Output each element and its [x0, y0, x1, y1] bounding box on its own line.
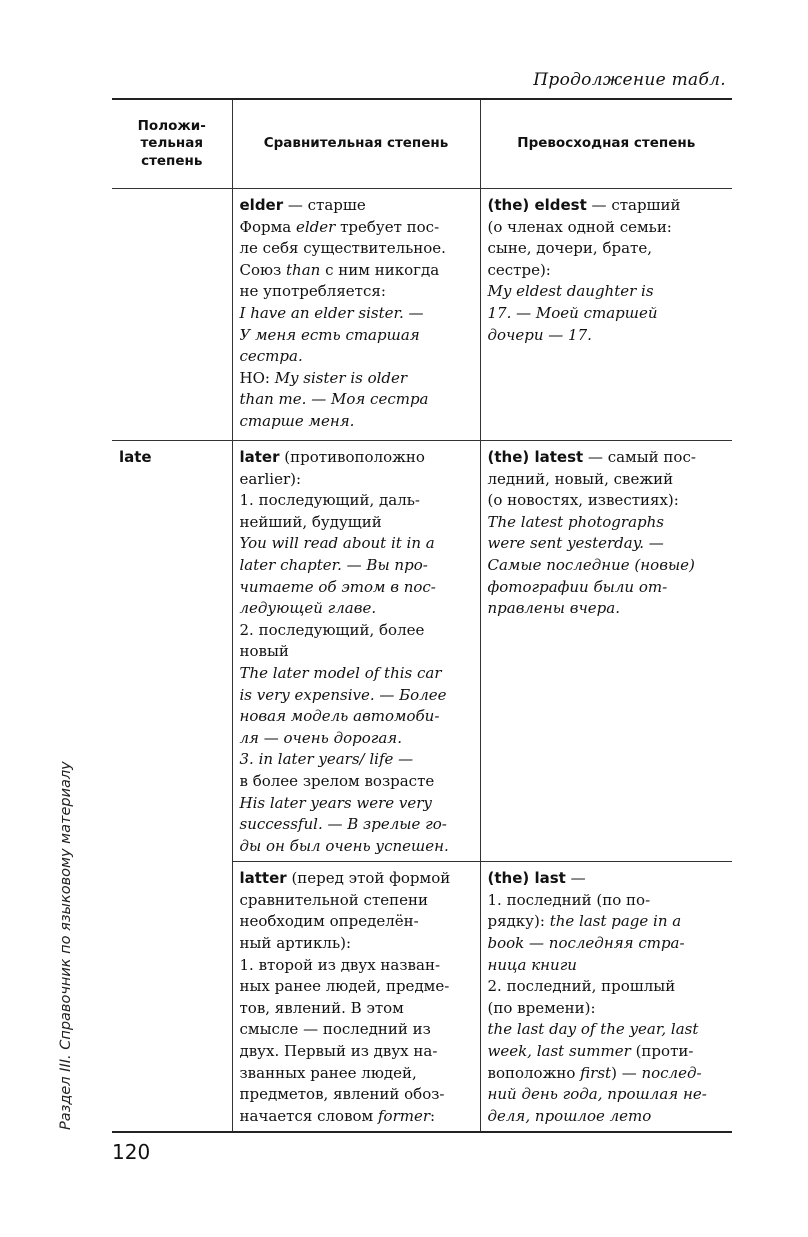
text-segment: новая модель автомоби- — [239, 707, 440, 726]
header-comparative-label: Сравнительная степень — [263, 135, 449, 152]
table-row — [112, 441, 732, 862]
text-segment: (проти- — [630, 1042, 694, 1061]
cell-text-line — [488, 469, 727, 491]
text-segment: нейший, будущий — [239, 512, 382, 531]
text-segment: ледующей главе. — [239, 599, 377, 618]
cell-text-line — [488, 1084, 727, 1106]
text-segment: с ним никогда — [320, 260, 440, 279]
text-segment: — старший — [586, 196, 681, 214]
text-segment: новый — [239, 642, 289, 661]
text-segment: successful. — В зрелые го- — [239, 815, 447, 834]
header-positive-line: степень — [141, 152, 203, 169]
table-header-row — [112, 99, 732, 189]
positive-cell: late — [112, 441, 232, 862]
cell-text-line — [240, 260, 474, 282]
header-positive-degree — [112, 99, 232, 189]
cell-text-line — [488, 260, 727, 282]
cell-text-line — [240, 368, 474, 390]
header-positive-line: Положи- — [137, 117, 206, 134]
text-segment: earlier): — [239, 469, 302, 488]
superlative-cell — [480, 441, 732, 862]
headword: later — [239, 448, 280, 466]
cell-text-line — [240, 411, 474, 433]
cell-text-line — [240, 195, 474, 217]
section-side-caption: Раздел III. Справочник по языковому материалу — [58, 761, 74, 1130]
cell-text-line — [488, 533, 727, 555]
cell-text-line — [240, 1084, 474, 1106]
text-segment: ды он был очень успешен. — [239, 836, 449, 855]
cell-text-line — [240, 620, 474, 642]
text-segment: 3. in later years/ life — — [239, 750, 414, 769]
cell-text-line — [240, 890, 474, 912]
text-segment: не употребляется: — [239, 282, 386, 301]
text-segment: elder — [295, 217, 336, 236]
text-segment: в более зрелом возрасте — [239, 771, 435, 790]
cell-text-line — [240, 598, 474, 620]
text-segment: Форма — [239, 217, 296, 236]
header-superlative-degree — [480, 99, 732, 189]
text-segment: 2. последующий, более — [239, 620, 425, 639]
cell-text-line — [488, 555, 727, 577]
text-segment: 2. последний, прошлый — [487, 977, 676, 996]
text-segment: необходим определён- — [239, 912, 419, 931]
text-segment: The later model of this car — [239, 663, 442, 682]
cell-text-line — [240, 641, 474, 663]
cell-text-line — [240, 663, 474, 685]
text-segment: читаете об этом в пос- — [239, 577, 436, 596]
text-segment: My eldest daughter is — [487, 282, 654, 301]
text-segment: (о новостях, известиях): — [487, 491, 679, 510]
cell-text-line — [488, 238, 727, 260]
comparison-degrees-table — [112, 98, 732, 1133]
text-segment: ний день года, прошлая не- — [487, 1085, 707, 1104]
cell-text-line — [488, 303, 727, 325]
comparative-cell — [232, 441, 480, 862]
cell-text-line — [240, 303, 474, 325]
text-segment: Союз — [239, 260, 287, 279]
text-segment: старше меня. — [239, 411, 355, 430]
headword: latter — [239, 869, 287, 888]
text-segment: фотографии были от- — [487, 577, 668, 596]
text-segment: — старше — [283, 196, 366, 214]
text-segment: ный артикль): — [239, 934, 352, 953]
cell-text-line — [488, 998, 727, 1020]
text-segment: правлены вчера. — [487, 599, 620, 618]
text-segment: сыне, дочери, брате, — [487, 239, 652, 258]
cell-text-line — [240, 955, 474, 977]
cell-text-line — [240, 555, 474, 577]
page-number: 120 — [112, 1140, 151, 1164]
text-segment: (по времени): — [487, 998, 596, 1017]
cell-text-line — [240, 238, 474, 260]
headword: (the) latest — [487, 448, 584, 466]
cell-text-line — [240, 771, 474, 793]
text-segment: later chapter. — Вы про- — [239, 555, 428, 574]
text-segment: (противоположно — [279, 448, 425, 466]
cell-text-line — [488, 447, 727, 469]
text-segment: ) — — [611, 1063, 642, 1082]
text-segment: week, last summer — [487, 1042, 631, 1061]
text-segment: than me. — Моя сестра — [239, 390, 429, 409]
cell-text-line — [488, 490, 727, 512]
cell-text-line — [488, 911, 727, 933]
cell-text-line — [240, 1041, 474, 1063]
cell-text-line — [240, 447, 474, 469]
text-segment: ных ранее людей, предме- — [239, 977, 450, 996]
text-segment: first — [580, 1063, 612, 1082]
text-segment: сестра. — [239, 347, 303, 366]
text-segment: : — [430, 1106, 436, 1125]
text-segment: (о членах одной семьи: — [487, 217, 672, 236]
text-segment: (перед этой формой — [286, 869, 451, 888]
text-segment: 1. последующий, даль- — [239, 491, 420, 510]
text-segment: Самые последние ( — [487, 555, 641, 574]
cell-text-line — [240, 933, 474, 955]
text-segment: начается словом — [239, 1106, 378, 1125]
text-segment: 1. последний (по по- — [487, 890, 651, 909]
cell-text-line — [240, 728, 474, 750]
text-segment: the last day of the year, last — [487, 1020, 699, 1039]
positive-cell — [112, 862, 232, 1133]
text-segment: ля — очень дорогая. — [239, 728, 402, 747]
cell-text-line — [240, 533, 474, 555]
text-segment: дочери — 17. — [487, 325, 592, 344]
text-segment: 1. второй из двух назван- — [239, 955, 441, 974]
text-segment: former — [377, 1106, 431, 1125]
text-segment: предметов, явлений обоз- — [239, 1085, 445, 1104]
table-continuation-note: Продолжение табл. — [533, 70, 726, 90]
text-segment: У меня есть старшая — [239, 325, 420, 344]
cell-text-line — [240, 868, 474, 890]
text-segment: новые — [640, 555, 690, 574]
cell-text-line — [240, 512, 474, 534]
text-segment: the last page in a — [549, 912, 682, 931]
text-segment: My sister is older — [274, 368, 408, 387]
cell-text-line — [488, 1041, 727, 1063]
cell-text-line — [488, 281, 727, 303]
cell-text-line — [240, 325, 474, 347]
cell-text-line — [240, 706, 474, 728]
text-segment: званных ранее людей, — [239, 1063, 417, 1082]
cell-text-line — [488, 955, 727, 977]
text-segment: ) — [689, 555, 695, 574]
header-positive-line: тельная — [140, 135, 203, 152]
cell-text-line — [240, 389, 474, 411]
cell-text-line — [488, 1063, 727, 1085]
text-segment: — — [565, 869, 586, 888]
headword: (the) eldest — [487, 196, 587, 214]
text-segment: деля, прошлое лето — [487, 1106, 652, 1125]
comparative-cell — [232, 862, 480, 1133]
text-segment: смысле — последний из — [239, 1020, 431, 1039]
cell-text-line — [240, 814, 474, 836]
cell-text-line — [240, 281, 474, 303]
cell-text-line — [488, 890, 727, 912]
header-comparative-degree — [232, 99, 480, 189]
text-segment: ледний, новый, свежий — [487, 469, 674, 488]
text-segment: You will read about it in a — [239, 534, 435, 553]
comparative-cell — [232, 189, 480, 441]
headword: elder — [239, 196, 284, 214]
text-segment: book — последняя стра- — [487, 934, 685, 953]
text-segment: than — [286, 260, 321, 279]
cell-text-line — [240, 577, 474, 599]
cell-text-line — [240, 836, 474, 858]
text-segment: His later years were very — [239, 793, 432, 812]
text-segment: — самый пос- — [583, 448, 696, 466]
cell-text-line — [240, 1063, 474, 1085]
text-segment: требует пос- — [335, 217, 440, 236]
text-segment: послед- — [641, 1063, 702, 1082]
cell-text-line — [240, 346, 474, 368]
cell-text-line — [488, 577, 727, 599]
text-segment: ле себя существительное. — [239, 239, 446, 258]
header-superlative-label: Превосходная степень — [517, 135, 696, 152]
cell-text-line — [240, 490, 474, 512]
cell-text-line — [488, 512, 727, 534]
cell-text-line — [240, 911, 474, 933]
cell-text-line — [240, 793, 474, 815]
cell-text-line — [488, 933, 727, 955]
cell-text-line — [488, 1019, 727, 1041]
table-row — [112, 189, 732, 441]
cell-text-line — [488, 217, 727, 239]
text-segment: is very expensive. — Более — [239, 685, 447, 704]
cell-text-line — [488, 195, 727, 217]
text-segment: двух. Первый из двух на- — [239, 1042, 438, 1061]
cell-text-line — [488, 1106, 727, 1128]
cell-text-line — [240, 685, 474, 707]
cell-text-line — [240, 749, 474, 771]
cell-text-line — [240, 976, 474, 998]
cell-text-line — [488, 598, 727, 620]
positive-cell — [112, 189, 232, 441]
text-segment: НО: — [239, 368, 275, 387]
text-segment: 17. — Моей старшей — [487, 303, 658, 322]
cell-text-line — [488, 325, 727, 347]
cell-text-line — [488, 868, 727, 890]
table-row — [112, 862, 732, 1133]
cell-text-line — [240, 1019, 474, 1041]
text-segment: рядку): — [487, 912, 550, 931]
text-segment: The latest photographs — [487, 512, 664, 531]
superlative-cell — [480, 189, 732, 441]
cell-text-line — [488, 976, 727, 998]
text-segment: сравнительной степени — [239, 890, 428, 909]
cell-text-line — [240, 998, 474, 1020]
text-segment: воположно — [487, 1063, 581, 1082]
headword: (the) last — [487, 869, 566, 888]
cell-text-line — [240, 1106, 474, 1128]
text-segment: ница книги — [487, 955, 577, 974]
text-segment: сестре): — [487, 260, 551, 279]
text-segment: I have an elder sister. — — [239, 303, 424, 322]
superlative-cell — [480, 862, 732, 1133]
text-segment: тов, явлений. В этом — [239, 998, 404, 1017]
text-segment: were sent yesterday. — — [487, 534, 664, 553]
cell-text-line — [240, 217, 474, 239]
cell-text-line — [240, 469, 474, 491]
